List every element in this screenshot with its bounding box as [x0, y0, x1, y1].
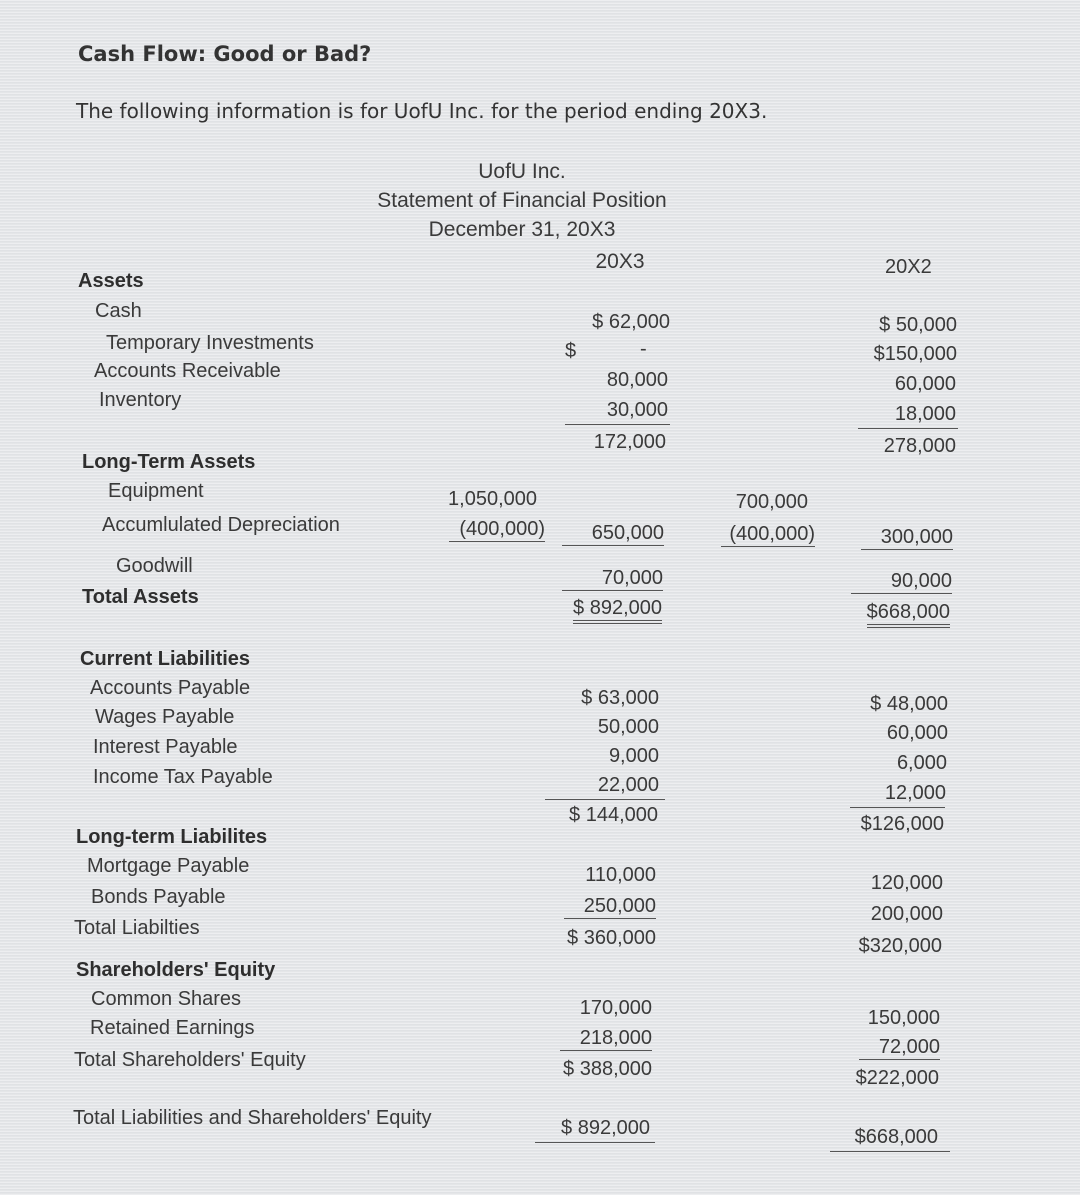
- value-wages-20x3: 50,000: [597, 716, 659, 738]
- label-wages-payable: Wages Payable: [95, 706, 235, 728]
- value-common-shares-20x3: 170,000: [579, 997, 652, 1019]
- statement-date: December 31, 20X3: [428, 218, 616, 241]
- value-bonds-20x3: 250,000: [564, 895, 656, 919]
- label-mortgage-payable: Mortgage Payable: [87, 855, 250, 877]
- rule-current-assets-20x3: [565, 424, 670, 425]
- column-header-20x3: 20X3: [595, 250, 645, 273]
- intro-text: The following information is for UofU Inc. for the period ending 20X3.: [76, 99, 768, 123]
- value-temp-inv-20x2: $150,000: [873, 343, 957, 365]
- label-common-shares: Common Shares: [91, 988, 242, 1010]
- value-interest-20x2: 6,000: [896, 752, 947, 774]
- label-goodwill: Goodwill: [116, 555, 193, 577]
- value-interest-20x3: 9,000: [608, 745, 659, 767]
- value-ap-20x3: $ 63,000: [581, 687, 659, 709]
- value-inventory-20x3: 30,000: [606, 399, 668, 421]
- value-ar-20x2: 60,000: [894, 373, 956, 395]
- value-cash-20x2: $ 50,000: [879, 314, 957, 336]
- value-wages-20x2: 60,000: [886, 722, 948, 744]
- value-current-assets-total-20x3: 172,000: [593, 431, 666, 453]
- rule-current-liabilities-20x2: [850, 807, 945, 808]
- section-shareholders-equity: Shareholders' Equity: [76, 959, 276, 981]
- column-header-20x2: 20X2: [885, 256, 932, 278]
- value-current-assets-total-20x2: 278,000: [883, 435, 956, 457]
- value-equipment-net-20x2: 300,000: [861, 526, 953, 550]
- company-name: UofU Inc.: [478, 160, 566, 183]
- value-equipment-gross-20x3: 1,050,000: [448, 488, 537, 510]
- value-cash-20x3: $ 62,000: [592, 311, 670, 333]
- rule-grand-total-20x3: [535, 1142, 655, 1143]
- value-acc-dep-20x3: (400,000): [449, 518, 545, 542]
- label-total-liabilities: Total Liabilties: [74, 917, 200, 939]
- value-income-tax-20x3: 22,000: [597, 774, 659, 796]
- section-current-liabilities: Current Liabilities: [80, 648, 251, 670]
- label-accumulated-depreciation: Accumlulated Depreciation: [102, 514, 340, 536]
- label-accounts-payable: Accounts Payable: [90, 677, 251, 699]
- label-income-tax-payable: Income Tax Payable: [93, 766, 273, 788]
- label-interest-payable: Interest Payable: [93, 736, 238, 758]
- value-mortgage-20x3: 110,000: [585, 864, 656, 886]
- label-retained-earnings: Retained Earnings: [90, 1017, 255, 1039]
- value-temp-inv-20x3-symbol: $: [565, 340, 577, 362]
- value-mortgage-20x2: 120,000: [870, 872, 943, 894]
- value-equipment-net-20x3: 650,000: [562, 522, 664, 546]
- label-total-liabilities-and-equity: Total Liabilities and Shareholders' Equity: [73, 1107, 432, 1129]
- value-total-liabilities-20x3: $ 360,000: [567, 927, 656, 949]
- value-current-liabilities-total-20x3: $ 144,000: [569, 804, 658, 826]
- value-total-equity-20x2: $222,000: [855, 1067, 939, 1089]
- section-assets: Assets: [78, 270, 144, 292]
- label-total-assets: Total Assets: [82, 586, 199, 608]
- value-total-assets-20x3: $ 892,000: [573, 597, 662, 624]
- value-retained-earnings-20x2: 72,000: [859, 1036, 940, 1060]
- value-ap-20x2: $ 48,000: [870, 693, 948, 715]
- value-temp-inv-20x3-dash: -: [640, 338, 647, 360]
- label-bonds-payable: Bonds Payable: [91, 886, 226, 908]
- value-goodwill-20x3: 70,000: [562, 567, 663, 591]
- label-inventory: Inventory: [99, 389, 182, 411]
- value-ar-20x3: 80,000: [606, 369, 668, 391]
- value-acc-dep-20x2: (400,000): [721, 523, 815, 547]
- rule-current-assets-20x2: [858, 428, 958, 429]
- label-equipment: Equipment: [108, 480, 204, 502]
- value-total-assets-20x2: $668,000: [867, 601, 950, 628]
- value-grand-total-20x3: $ 892,000: [561, 1117, 650, 1139]
- page-heading: Cash Flow: Good or Bad?: [78, 42, 372, 66]
- rule-grand-total-20x2: [830, 1151, 950, 1152]
- value-current-liabilities-total-20x2: $126,000: [860, 813, 944, 835]
- label-temporary-investments: Temporary Investments: [106, 332, 314, 354]
- value-total-equity-20x3: $ 388,000: [563, 1058, 652, 1080]
- value-inventory-20x2: 18,000: [894, 403, 956, 425]
- value-equipment-gross-20x2: 700,000: [735, 491, 808, 513]
- statement-title: Statement of Financial Position: [377, 189, 667, 212]
- value-grand-total-20x2: $668,000: [854, 1126, 938, 1148]
- section-long-term-liabilities: Long-term Liabilites: [76, 826, 268, 848]
- value-retained-earnings-20x3: 218,000: [560, 1027, 652, 1051]
- section-long-term-assets: Long-Term Assets: [82, 451, 256, 473]
- value-total-liabilities-20x2: $320,000: [858, 935, 942, 957]
- rule-current-liabilities-20x3: [545, 799, 665, 800]
- label-accounts-receivable: Accounts Receivable: [94, 360, 281, 382]
- label-cash: Cash: [95, 300, 142, 322]
- value-income-tax-20x2: 12,000: [884, 782, 946, 804]
- label-total-shareholders-equity: Total Shareholders' Equity: [74, 1049, 306, 1071]
- value-common-shares-20x2: 150,000: [867, 1007, 940, 1029]
- value-bonds-20x2: 200,000: [870, 903, 943, 925]
- value-goodwill-20x2: 90,000: [851, 570, 952, 594]
